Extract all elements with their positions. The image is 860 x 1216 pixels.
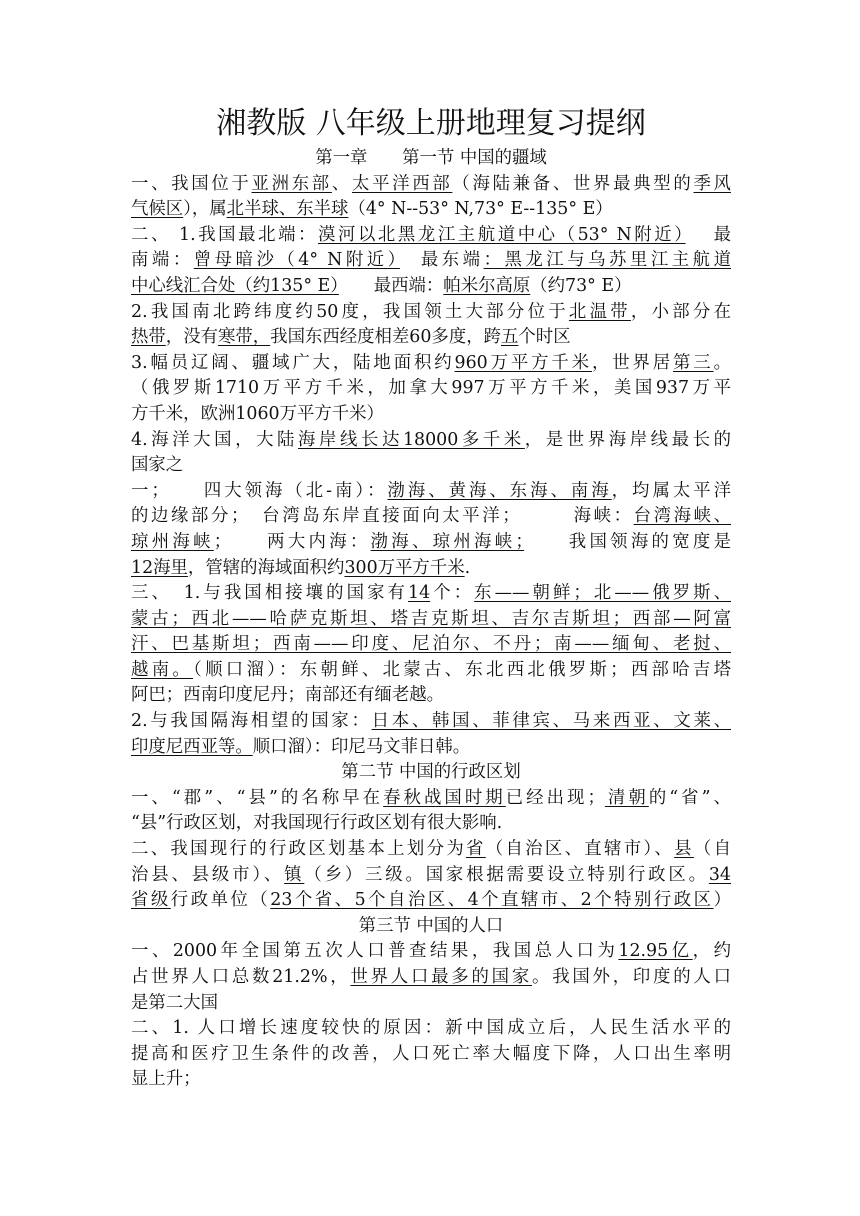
underlined-text: 14 [408,583,431,604]
text-line [131,453,731,479]
text-line [131,658,731,684]
text-line [131,965,731,991]
text-line [131,632,731,658]
section-heading [131,760,731,786]
text-segment: 第二节 中国的行政区划 [341,762,521,783]
underlined-text: 琼州海峡 [131,531,214,552]
text-segment: “县”行政区划，对我国现行行政区划有很大影响. [131,813,503,834]
text-segment: 二、1. 人口增长速度较快的原因：新中国成立后，人民生活水平的 [131,1018,731,1039]
text-segment: ） [713,890,731,911]
underlined-text: 省 [466,839,486,860]
text-line [131,709,731,735]
document-body [131,146,731,1093]
document-title: 湘教版 八年级上册地理复习提纲 [216,106,646,141]
section-heading [131,146,731,172]
underlined-text: 热带 [131,327,166,348]
underlined-text: 省级 [131,890,171,911]
underlined-text: 第三 [673,352,714,373]
text-segment: （约73° E） [530,275,632,296]
underlined-text: 气候区 [131,199,184,220]
text-segment: 南端： [131,250,194,271]
text-line [131,786,731,812]
text-segment: 个时区 [518,327,571,348]
text-segment: 3.幅员辽阔、疆域广大，陆地面积约 [131,352,455,373]
underlined-text: 23个省、5个自治区、4个直辖市、2个特别行政区 [270,890,714,911]
underlined-text: 镇 [284,864,305,885]
text-segment: 二、 1.我国最北端： [131,224,319,245]
text-segment: （4° N--53° N,73° E--135° E） [348,199,613,220]
text-segment: 占世界人口总数21.2%， [131,967,351,987]
text-line [131,248,731,274]
underlined-text: 北半球、东半球 [226,199,349,220]
text-segment: 最西端： [338,275,444,296]
text-line [131,479,731,505]
document-page [131,102,731,1093]
underlined-text: 世界人口最多的国家 [350,967,533,987]
underlined-text: 寒带， [217,327,271,348]
text-segment: 的边缘部分； 台湾岛东岸直接面向太平洋； 海峡： [131,506,634,527]
text-line [131,1067,731,1093]
text-segment: 。 [713,352,731,373]
text-line [131,581,731,607]
text-segment: 已经出现； [505,787,605,808]
text-line [131,376,731,402]
text-segment: ，世界居 [591,352,674,373]
underlined-text: 960万平方千米 [454,352,592,373]
underlined-text: 帕米尔高原 [443,275,531,296]
underlined-text: 12.95亿 [618,941,693,962]
text-line [131,683,731,709]
underlined-text: 12海里 [131,557,188,578]
text-segment: 三、 1.与我国相接壤的国家有 [131,583,409,604]
text-segment: ，约 [692,941,731,962]
text-segment: 提高和医疗卫生条件的改善，人口死亡率大幅度下降，人口出生率明 [131,1043,731,1064]
underlined-text: 东——朝鲜；北——俄罗斯、 [474,583,731,604]
text-segment: （自 [693,839,731,860]
text-segment: ，是世界海岸线最长的 [524,429,731,450]
text-segment: 我国东西经度相差60多度，跨 [270,327,501,348]
text-line [131,351,731,377]
text-line [131,811,731,837]
text-segment: 。我国外，印度的人口 [532,967,731,987]
text-segment: 是第二大国 [131,992,218,1013]
text-segment: ，管辖的海域面积约 [187,557,345,578]
text-segment: ，没有 [165,327,218,348]
underlined-text: 曾母暗沙（4° N附近） [193,250,400,271]
text-line [131,530,731,556]
text-segment: 2.我国南北跨纬度约50度，我国领土大部分位于 [131,301,569,322]
underlined-text: 亚洲东部 [251,173,332,194]
text-segment: 、 [331,173,352,194]
text-line [131,888,731,914]
text-line [131,402,731,428]
text-segment: ，均属太平洋 [611,480,731,501]
underlined-text: 汗、巴基斯坦；西南——印度、尼泊尔、不丹；南——缅甸、老挝、 [131,634,731,655]
text-segment: 一、我国位于 [131,173,252,194]
text-line [131,300,731,326]
text-segment: 治县、县级市）、 [131,864,285,885]
text-segment: 二、我国现行的行政区划基本上划分为 [131,839,467,860]
text-segment: 方千米，欧洲1060万平方千米） [131,403,384,424]
text-segment: 第三节 中国的人口 [358,915,504,936]
underlined-text: 印度尼西亚等。 [131,736,253,757]
text-line [131,1016,731,1042]
text-line [131,504,731,530]
text-segment: 最 [685,224,732,245]
text-segment: 的“省”、 [648,787,731,808]
text-line [131,1042,731,1068]
underlined-text: 300万平方千米 [344,557,465,578]
underlined-text: 漠河以北黑龙江主航道中心（53° N附近） [318,224,686,245]
underlined-text: 日本、韩国、菲律宾、马来西亚、文莱、 [371,711,731,732]
text-segment: ，小部分在 [630,301,731,322]
text-segment: 第一章 第一节 中国的疆域 [315,148,547,168]
text-segment: 最东端 [399,250,484,271]
text-line [131,428,731,454]
underlined-text: 渤海、琼州海峡； [370,531,525,552]
text-segment: 顺口溜）：印尼马文菲日韩。 [252,736,471,757]
text-segment: （顺口溜）：东朝鲜、北蒙古、东北西北俄罗斯；西部哈吉塔 [193,659,731,680]
text-segment: （俄罗斯1710万平方千米，加拿大997万平方千米，美国937万平 [131,378,731,399]
underlined-text: 清朝 [604,787,649,808]
underlined-text: 春秋战国时期 [383,787,506,808]
text-segment: 个： [430,583,475,604]
underlined-text: 中心线汇合处（约135° E） [131,275,339,296]
text-segment: 一、“郡”、“县”的名称早在 [131,787,384,808]
text-segment: 4.海洋大国，大陆 [131,429,299,450]
underlined-text: 季风 [693,173,731,194]
text-line [131,325,731,351]
text-segment: 显上升； [131,1069,201,1090]
underlined-text: 台湾海峡、 [633,506,731,527]
underlined-text: 县 [674,839,694,860]
underlined-text: 太平洋西部 [351,173,453,194]
text-segment: 我国领海的宽度是 [524,531,731,552]
text-line [131,607,731,633]
text-segment: 一； 四大领海（北-南）： [131,480,388,501]
text-segment: ），属 [183,199,227,220]
underlined-text: ：黑龙江与乌苏里江主航道 [483,250,731,271]
text-segment: 国家之 [131,455,184,476]
text-segment: ； 两大内海： [213,531,371,552]
text-line [131,837,731,863]
underlined-text: 渤海、黄海、东海、南海 [387,480,612,501]
underlined-text: 北温带 [568,301,631,322]
text-segment: 一、2000年全国第五次人口普查结果，我国总人口为 [131,941,619,962]
text-line [131,172,731,198]
text-line [131,274,731,300]
text-segment: （自治区、直辖市）、 [485,839,675,860]
text-segment: 阿巴；西南印度尼丹；南部还有缅老越。 [131,685,445,706]
section-heading [131,914,731,940]
underlined-text: 五 [501,327,519,348]
underlined-text: 越南。 [131,659,194,680]
text-line [131,197,731,223]
text-line [131,939,731,965]
underlined-text: 海岸线长达18000多千米 [298,429,525,450]
text-line [131,223,731,249]
text-segment: 行政单位（ [170,890,271,911]
text-segment: （乡）三级。国家根据需要设立特别行政区。 [304,864,709,885]
text-segment: . [464,557,471,578]
underlined-text: 蒙古；西北——哈萨克斯坦、塔吉克斯坦、吉尔吉斯坦；西部—阿富 [131,608,731,629]
text-line [131,735,731,761]
text-segment: （海陆兼备、世界最典型的 [452,173,694,194]
text-line [131,556,731,582]
underlined-text: 34 [708,864,731,885]
text-line [131,863,731,889]
text-line [131,991,731,1017]
text-segment: 2.与我国隔海相望的国家： [131,711,372,732]
